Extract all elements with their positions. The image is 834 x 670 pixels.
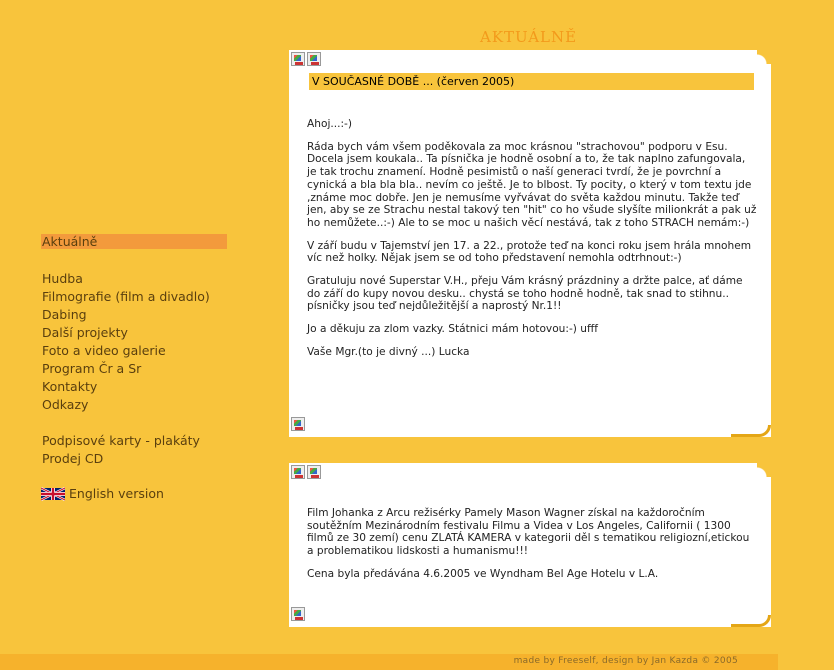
news-paragraph: V září budu v Tajemství jen 17. a 22., protože teď na konci roku jsem hrála mnohem víc než holky. Nějak jsem se od toho představení nemohla odtrhnout:-)	[307, 239, 752, 265]
news-card-current	[289, 50, 771, 437]
nav-item-podpisove-karty[interactable]: Podpisové karty - plakáty	[42, 433, 200, 448]
nav-item-hudba[interactable]: Hudba	[42, 271, 83, 286]
news-card-award	[289, 463, 771, 627]
nav-item-kontakty[interactable]: Kontakty	[42, 379, 98, 394]
broken-image-icon	[307, 465, 321, 479]
nav-item-program[interactable]: Program Čr a Sr	[42, 361, 142, 376]
broken-image-icon	[291, 607, 305, 621]
page-title: AKTUÁLNĚ	[480, 28, 578, 46]
card-top-icons	[291, 52, 321, 66]
nav-extra-group	[41, 432, 227, 468]
uk-flag-icon	[41, 487, 65, 501]
nav-main-group	[41, 270, 227, 414]
card-corner	[757, 50, 771, 64]
nav-item-prodej-cd[interactable]: Prodej CD	[42, 451, 104, 466]
news-body	[307, 118, 757, 369]
sidebar-nav	[41, 234, 227, 501]
news-body	[307, 507, 757, 591]
news-paragraph: Jo a děkuju za zlom vazky. Státnici mám hotovou:-) ufff	[307, 323, 599, 336]
card-corner	[757, 463, 771, 477]
english-version-link[interactable]	[41, 486, 227, 501]
card-bottom-icon	[291, 606, 305, 625]
news-paragraph: Gratuluju nové Superstar V.H., přeju Vám krásný prázdniny a držte palce, ať dáme do září do kupy novou desku.. chystá se toho hodně hodně, tak snad to stihnu.. písničky jsou teď nejdůležitější a naprostý Nr.1!!	[307, 275, 743, 313]
card-shadow	[731, 615, 771, 627]
card-shadow	[731, 425, 771, 437]
nav-item-odkazy[interactable]: Odkazy	[42, 397, 89, 412]
news-paragraph: Film Johanka z Arcu režisérky Pamely Mason Wagner získal na každoročním soutěžním Mezinárodním festivalu Filmu a Videa v Los Angeles, Californii ( 1300 filmů ze 30 zemí) cenu ZLATÁ KAMERA v kategorii děl s tematikou religiozní,etickou a problematikou lidskosti a humanismu!!!	[307, 507, 750, 558]
news-paragraph: Ahoj...:-)	[307, 118, 353, 130]
nav-item-aktualne[interactable]: Aktuálně	[41, 234, 227, 249]
news-paragraph: Vaše Mgr.(to je divný ...) Lucka	[307, 345, 470, 358]
footer-bar	[0, 654, 778, 670]
broken-image-icon	[307, 52, 321, 66]
card-top-icons	[291, 465, 321, 479]
card-bottom-icon	[291, 416, 305, 435]
nav-item-dabing[interactable]: Dabing	[42, 307, 87, 322]
news-paragraph: Cena byla předávána 4.6.2005 ve Wyndham Bel Age Hotelu v L.A.	[307, 567, 659, 580]
broken-image-icon	[291, 417, 305, 431]
nav-item-dalsi-projekty[interactable]: Další projekty	[42, 325, 128, 340]
nav-item-filmografie[interactable]: Filmografie (film a divadlo)	[42, 289, 210, 304]
english-version-label: English version	[69, 486, 164, 501]
broken-image-icon	[291, 465, 305, 479]
broken-image-icon	[291, 52, 305, 66]
news-title: V SOUČASNÉ DOBĚ ... (červen 2005)	[309, 73, 754, 90]
news-paragraph: Ráda bych vám všem poděkovala za moc krásnou "strachovou" podporu v Esu. Docela jsem koukala.. Ta písnička je hodně osobní a to, že tak naplno zafungovala, je tak trochu znamení. Hodně pesimistů o naší generaci tvrdí, že je povrchní a cynická a bla bla bla.. nevím co ještě. Je to blbost. Ty pocity, o který v tom textu jde ,známe moc dobře. Jen je nemusíme vyřvávat do světa každou minutu. Takže teď jen, aby se ze Strachu nestal takový ten "hit" co ho všude slyšíte milionkrát a pak už ho nemůžete..:-) Ale to se moc u našich věcí nestává, tak z toho STRACH nemám:-)	[307, 140, 757, 229]
footer-credits: made by Freeself, design by Jan Kazda © 2005	[513, 656, 738, 666]
nav-item-foto-video[interactable]: Foto a video galerie	[42, 343, 166, 358]
